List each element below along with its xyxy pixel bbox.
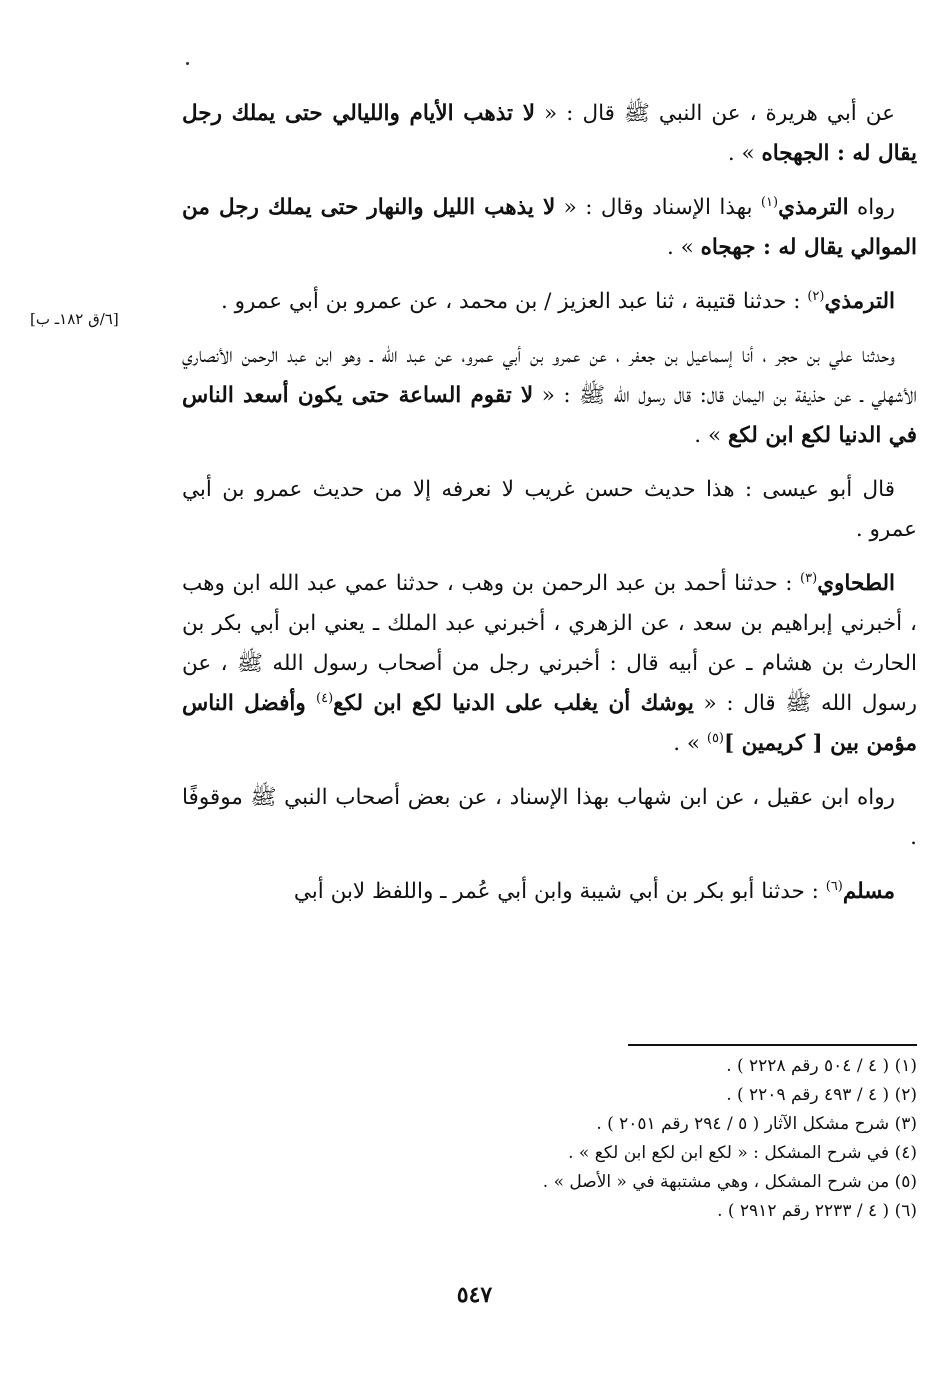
paragraph xyxy=(182,470,917,550)
bold-text: وأفضل الناس مؤمن بين [ كريمين ] xyxy=(182,691,917,756)
bold-text: الطحاوي xyxy=(817,571,895,596)
text-run: » . xyxy=(694,423,728,448)
paragraph xyxy=(182,282,917,322)
footnote-ref: (١) xyxy=(760,194,779,210)
paragraph xyxy=(182,872,917,912)
bold-text: يوشك أن يغلب على الدنيا لكع ابن لكع xyxy=(333,691,694,716)
page-number: ٥٤٧ xyxy=(456,1282,493,1308)
footnote: (٤) في شرح المشكل : « لكع ابن لكع ابن لكع » . xyxy=(568,1143,917,1163)
footnotes xyxy=(380,1052,917,1226)
footnote: (٢) ( ٤ / ٤٩٣ رقم ٢٢٠٩ ) . xyxy=(726,1085,917,1105)
text-run: : حدثنا أحمد بن عبد الرحمن بن وهب ، حدثنا عمي عبد الله ابن وهب ، أخبرني إبراهيم بن سعد ، عن الزهري ، أخبرني عبد الملك ـ يعني ابن أبي بكر بن الحارث بن هشام ـ عن أبيه قال : أخبرني رجل من أصحاب رسول الله ﷺ ، عن رسول الله ﷺ قال : « xyxy=(182,571,917,716)
footnote: (٥) من شرح المشكل ، وهي مشتبهة في « الأصل » . xyxy=(542,1172,917,1192)
text-run: : حدثنا أبو بكر بن أبي شيبة وابن أبي عُمر ـ واللفظ لابن أبي xyxy=(293,879,826,904)
text-run: رواه ابن عقيل ، عن ابن شهاب بهذا الإسناد ، عن بعض أصحاب النبي ﷺ موقوفًا . xyxy=(182,785,917,850)
text-run: » . xyxy=(727,141,762,166)
text-run: عن أبي هريرة ، عن النبي ﷺ قال : « xyxy=(534,101,895,126)
paragraph xyxy=(182,336,917,456)
text-run: » . xyxy=(673,731,707,756)
paragraph xyxy=(182,94,917,174)
bold-text: لا تقوم الساعة حتى يكون أسعد الناس في الدنيا لكع ابن لكع xyxy=(182,383,917,448)
bold-text: مسلم xyxy=(842,879,895,904)
footnote: (٣) شرح مشكل الآثار ( ٥ / ٢٩٤ رقم ٢٠٥١ ) . xyxy=(596,1114,917,1134)
manuscript-margin-note: [٦/ق ١٨٢ـ ب] xyxy=(30,310,119,328)
footnote-ref: (٥) xyxy=(706,730,724,746)
text-run: : حدثنا قتيبة ، ثنا عبد العزيز / بن محمد ، عن عمرو بن أبي عمرو . xyxy=(220,289,808,314)
footnote-ref: (٣) xyxy=(800,570,818,586)
bold-text: لا يذهب الليل والنهار حتى يملك رجل من الموالي يقال له : جهجاه xyxy=(182,195,917,260)
paragraph xyxy=(182,188,917,268)
footnote: (٦) ( ٤ / ٢٢٣٣ رقم ٢٩١٢ ) . xyxy=(717,1201,917,1221)
footnote-ref: (٤) xyxy=(316,690,334,706)
text-run: قال أبو عيسى : هذا حديث حسن غريب لا نعرفه إلا من حديث عمرو بن أبي عمرو . xyxy=(182,477,917,542)
bold-text: الترمذي xyxy=(824,289,895,314)
text-run: وحدثنا علي بن حجر ، أنا إسماعيل بن جعفر ، عن عمرو بن أبي عمرو، عن عبد الله ـ وهو ابن عبد الرحمن الأنصاري الأشهلي ـ عن حذيفة بن اليمان قال: قال رسول الله ﷺ : « xyxy=(182,343,917,408)
bold-text: لا تذهب الأيام والليالي حتى يملك رجل يقال له : الجهجاه xyxy=(182,101,917,166)
text-run: » . xyxy=(666,235,701,260)
scan-speck xyxy=(186,62,189,65)
paragraph xyxy=(182,564,917,764)
paragraph xyxy=(182,778,917,858)
main-text xyxy=(182,94,917,926)
footnote: (١) ( ٤ / ٥٠٤ رقم ٢٢٢٨ ) . xyxy=(726,1056,917,1076)
text-run: بهذا الإسناد وقال : « xyxy=(555,195,761,220)
bold-text: الترمذي xyxy=(778,195,849,220)
footnote-ref: (٢) xyxy=(807,288,825,304)
footnote-ref: (٦) xyxy=(825,878,843,894)
footnote-separator xyxy=(628,1044,917,1046)
text-run: رواه xyxy=(848,195,895,220)
